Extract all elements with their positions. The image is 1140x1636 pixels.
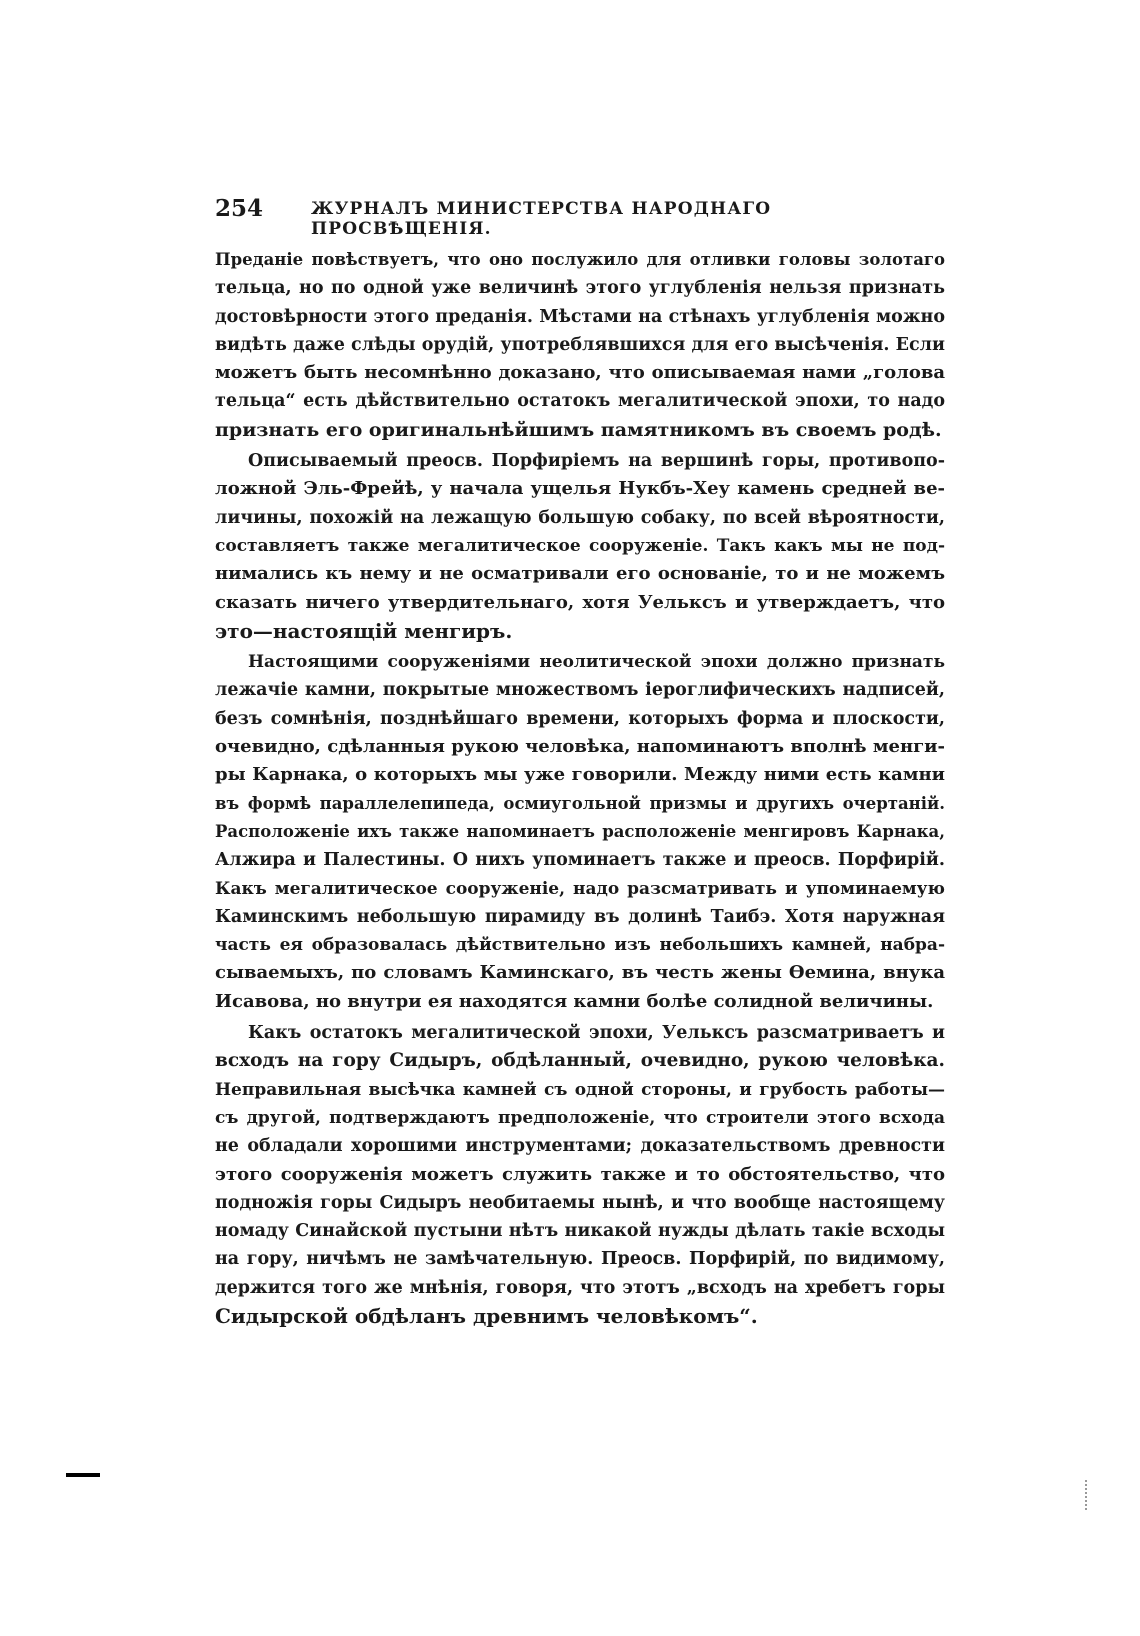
- page-number: 254: [215, 195, 264, 222]
- text-line: ры Карнака, о которыхъ мы уже говорили. Между ними есть камни: [215, 764, 945, 786]
- text-line: держится того же мнѣнія, говоря, что этотъ „всходъ на хребетъ горы: [215, 1277, 945, 1298]
- text-line: часть ея образовалась дѣйствительно изъ небольшихъ камней, набра-: [215, 935, 945, 956]
- text-line: очевидно, сдѣланныя рукою человѣка, напоминаютъ вполнѣ менги-: [215, 736, 945, 758]
- running-title: ЖУРНАЛЪ МИНИСТЕРСТВА НАРОДНАГО ПРОСВѢЩЕНІЯ.: [311, 199, 772, 239]
- text-line: признать его оригинальнѣйшимъ памятникомъ въ своемъ родѣ.: [215, 418, 942, 441]
- text-line: тельца“ есть дѣйствительно остатокъ мегалитической эпохи, то надо: [215, 391, 945, 412]
- page-header: [215, 195, 945, 239]
- text-line: Сидырской обдѣланъ древнимъ человѣкомъ“.: [215, 1303, 758, 1328]
- text-line: безъ сомнѣнія, позднѣйшаго времени, которыхъ форма и плоскости,: [215, 708, 945, 729]
- text-line: съ другой, подтверждаютъ предположеніе, что строители этого всхода: [215, 1107, 945, 1128]
- text-line: нимались къ нему и не осматривали его основаніе, то и не можемъ: [215, 563, 945, 585]
- paragraph-4: [215, 1019, 945, 1330]
- text-line: достовѣрности этого преданія. Мѣстами на стѣнахъ углубленія можно: [215, 306, 945, 327]
- text-line: Какъ мегалитическое сооруженіе, надо разсматривать и упоминаемую: [215, 878, 945, 899]
- text-line: Преданіе повѣствуетъ, что оно послужило для отливки головы золотаго: [215, 250, 945, 269]
- text-line: Какъ остатокъ мегалитической эпохи, Уельксъ разсматриваетъ и: [248, 1023, 945, 1044]
- text-line: ложной Эль-Фрейѣ, у начала ущелья Нукбъ-Хеу камень средней ве-: [215, 478, 945, 500]
- text-line: Настоящими сооруженіями неолитической эпохи должно признать: [248, 652, 945, 673]
- text-line: Каминскимъ небольшую пирамиду въ долинѣ Таибэ. Хотя наружная: [215, 906, 945, 927]
- text-line: лежачіе камни, покрытые множествомъ іероглифическихъ надписей,: [215, 680, 945, 701]
- text-line: Расположеніе ихъ также напоминаетъ расположеніе менгировъ Карнака,: [215, 821, 945, 841]
- text-line: на гору, ничѣмъ не замѣчательную. Преосв. Порфирій, по видимому,: [215, 1249, 945, 1270]
- text-line: сказать ничего утвердительнаго, хотя Уельксъ и утверждаетъ, что: [215, 591, 945, 613]
- text-line: сываемыхъ, по словамъ Каминскаго, въ честь жены Ѳемина, внука: [215, 962, 945, 984]
- paragraph-3: [215, 648, 945, 1016]
- text-line: видѣть даже слѣды орудій, употреблявшихся для его высѣченія. Если: [215, 334, 945, 355]
- margin-dash-mark: [66, 1473, 100, 1477]
- text-line: Неправильная высѣчка камней съ одной стороны, и грубость работы—: [215, 1079, 945, 1100]
- text-line: подножія горы Сидыръ необитаемы нынѣ, и что вообще настоящему: [215, 1192, 945, 1213]
- text-line: Исавова, но внутри ея находятся камни болѣе солидной величины.: [215, 990, 934, 1012]
- text-line: составляетъ также мегалитическое сооруженіе. Такъ какъ мы не под-: [215, 535, 945, 556]
- text-line: тельца, но по одной уже величинѣ этого углубленія нельзя признать: [215, 278, 945, 299]
- body-text: [215, 246, 945, 1330]
- paragraph-1: [215, 246, 945, 444]
- text-line: не обладали хорошими инструментами; доказательствомъ древности: [215, 1136, 945, 1157]
- text-line: Описываемый преосв. Порфиріемъ на вершинѣ горы, противопо-: [248, 451, 945, 472]
- text-line: номаду Синайской пустыни нѣтъ никакой нужды дѣлать такіе всходы: [215, 1221, 945, 1242]
- text-line: Алжира и Палестины. О нихъ упоминаетъ также и преосв. Порфирій.: [215, 850, 945, 871]
- text-line: всходъ на гору Сидыръ, обдѣланный, очевидно, рукою человѣка.: [215, 1050, 945, 1072]
- paragraph-2: [215, 447, 945, 645]
- text-line: личины, похожій на лежащую большую собаку, по всей вѣроятности,: [215, 507, 945, 528]
- text-line: въ формѣ параллелепипеда, осмиугольной призмы и другихъ очертаній.: [215, 793, 945, 813]
- text-line: можетъ быть несомнѣнно доказано, что описываемая нами „голова: [215, 362, 945, 384]
- text-line: этого сооруженія можетъ служить также и то обстоятельство, что: [215, 1163, 945, 1185]
- text-line: это—настоящій менгиръ.: [215, 618, 513, 643]
- scan-edge-mark: [1085, 1480, 1089, 1510]
